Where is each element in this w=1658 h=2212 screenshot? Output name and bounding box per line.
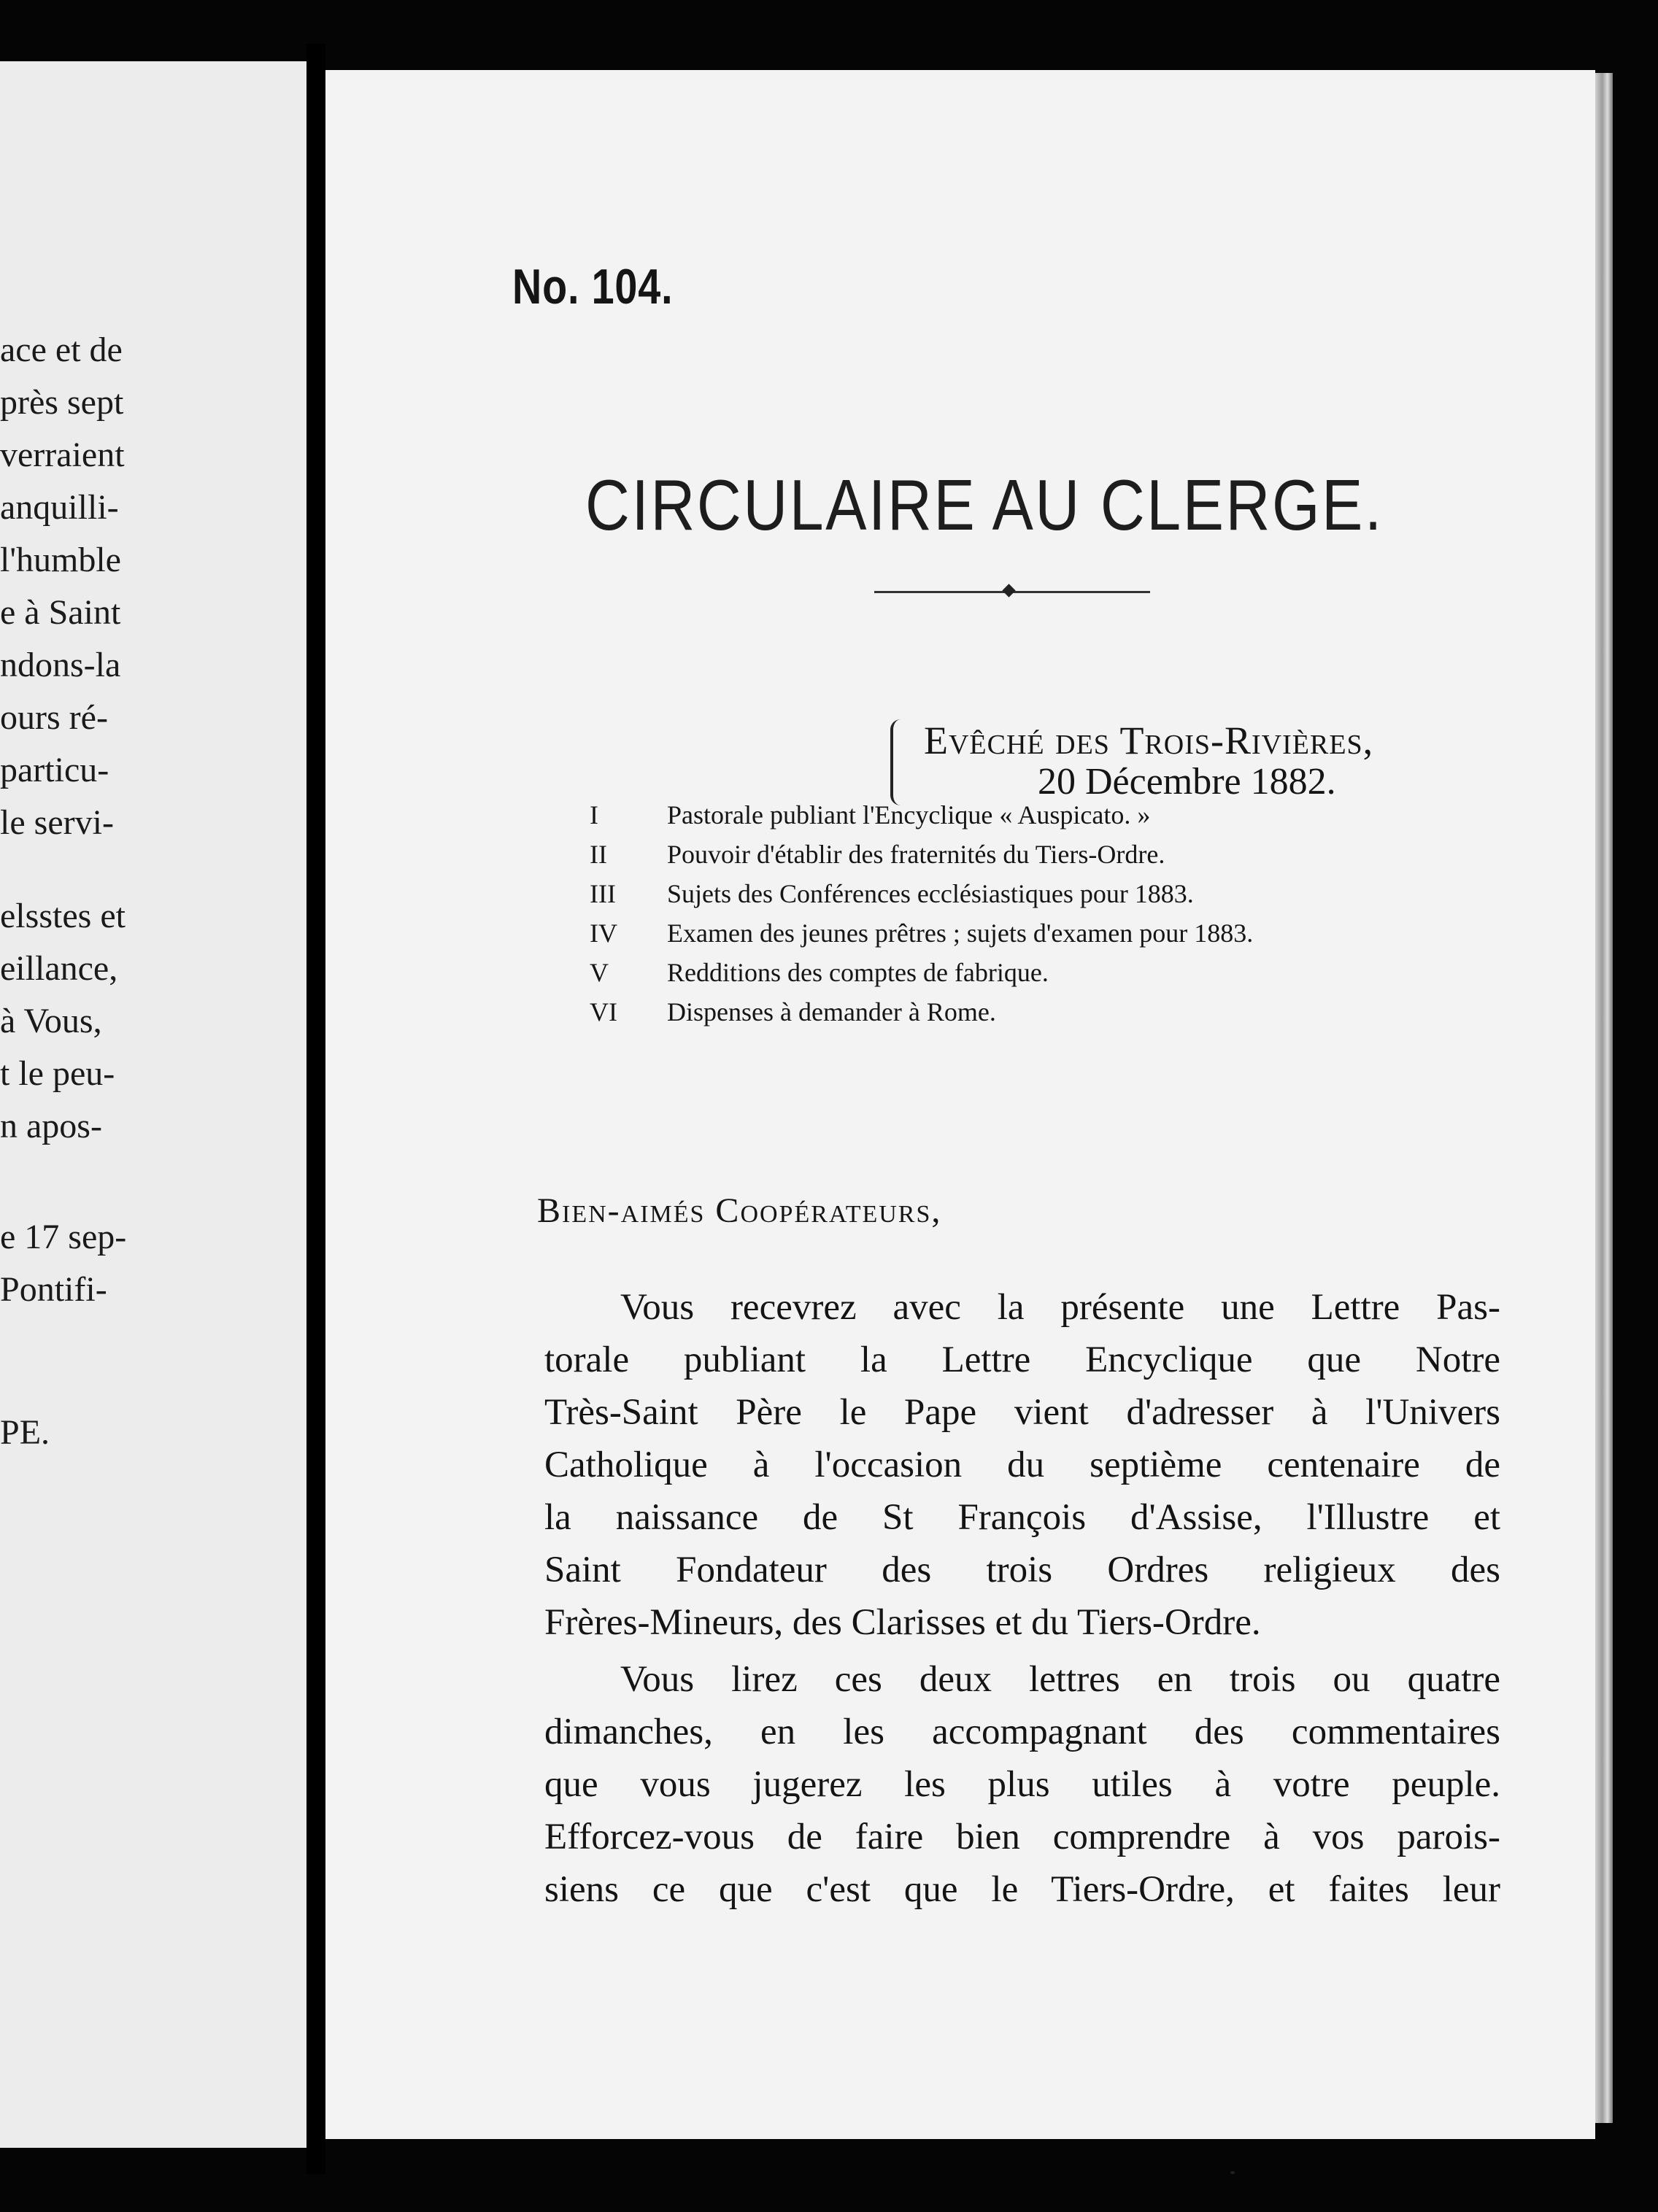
toc-text: Pouvoir d'établir des fraternités du Tiers-Ordre.: [667, 840, 1165, 869]
left-page-line: le servi-: [0, 803, 114, 842]
previous-page-fragment: [0, 61, 306, 2148]
paragraph-line: siens ce que c'est que le Tiers-Ordre, et faites leur: [544, 1869, 1500, 1910]
paragraph-line: torale publiant la Lettre Encyclique que Notre: [544, 1339, 1500, 1380]
paper-speck: [1230, 2171, 1235, 2174]
paragraph-line: la naissance de St François d'Assise, l'Illustre et: [544, 1497, 1500, 1538]
toc-number: III: [590, 879, 616, 908]
toc-number: I: [590, 800, 598, 830]
left-page-line: ndons-la: [0, 646, 121, 684]
left-page-line: ace et de: [0, 330, 123, 369]
paragraph-line: que vous jugerez les plus utiles à votre peuple.: [544, 1764, 1500, 1805]
paragraph-line: Très-Saint Père le Pape vient d'adresser à l'Univers: [544, 1392, 1500, 1433]
toc-number: II: [590, 840, 607, 869]
date-line: 20 Décembre 1882.: [1038, 761, 1336, 803]
left-page-line: n apos-: [0, 1107, 102, 1145]
toc-text: Pastorale publiant l'Encyclique « Auspicato. »: [667, 800, 1151, 830]
paragraph-line: Vous recevrez avec la présente une Lettre Pas-: [620, 1287, 1500, 1328]
toc-text: Dispenses à demander à Rome.: [667, 997, 996, 1026]
paragraph-line: Vous lirez ces deux lettres en trois ou quatre: [620, 1659, 1500, 1700]
document-page: [325, 70, 1595, 2139]
book-gutter: [306, 44, 325, 2174]
left-page-line: verraient: [0, 436, 125, 474]
toc-text: Examen des jeunes prêtres ; sujets d'examen pour 1883.: [667, 919, 1254, 948]
toc-number: V: [590, 958, 609, 987]
left-page-line: particu-: [0, 751, 109, 789]
left-page-line: près sept: [0, 383, 124, 422]
salutation: Bien-aimés Coopérateurs,: [537, 1191, 942, 1230]
divider-ornament: [1002, 584, 1015, 597]
paragraph-line: Efforcez-vous de faire bien comprendre à vos parois-: [544, 1817, 1500, 1857]
left-page-line: PE.: [0, 1413, 50, 1452]
left-page-line: e à Saint: [0, 593, 121, 632]
paragraph-line: Saint Fondateur des trois Ordres religieux des: [544, 1550, 1500, 1590]
place-line: Evêché des Trois-Rivières,: [924, 719, 1374, 762]
left-page-line: Pontifi-: [0, 1270, 107, 1309]
toc-text: Redditions des comptes de fabrique.: [667, 958, 1049, 987]
paragraph-line: Catholique à l'occasion du septième centenaire de: [544, 1445, 1500, 1485]
left-page-line: t le peu-: [0, 1054, 115, 1093]
left-page-line: l'humble: [0, 541, 121, 579]
paragraph-line: Frères-Mineurs, des Clarisses et du Tiers-Ordre.: [544, 1602, 1261, 1643]
page-edges: [1595, 73, 1613, 2123]
toc-number: IV: [590, 919, 617, 948]
left-page-line: e 17 sep-: [0, 1218, 127, 1256]
page-title: CIRCULAIRE AU CLERGE.: [585, 465, 1384, 545]
left-page-line: ours ré-: [0, 698, 108, 737]
page-number: No. 104.: [512, 259, 674, 314]
left-page-line: anquilli-: [0, 488, 119, 527]
left-page-line: à Vous,: [0, 1002, 102, 1040]
toc-number: VI: [590, 997, 617, 1026]
paragraph-line: dimanches, en les accompagnant des commentaires: [544, 1712, 1500, 1752]
left-page-line: eillance,: [0, 949, 118, 988]
left-page-line: elsstes et: [0, 897, 126, 935]
brace-bracket: [890, 719, 909, 805]
toc-text: Sujets des Conférences ecclésiastiques pour 1883.: [667, 879, 1194, 908]
